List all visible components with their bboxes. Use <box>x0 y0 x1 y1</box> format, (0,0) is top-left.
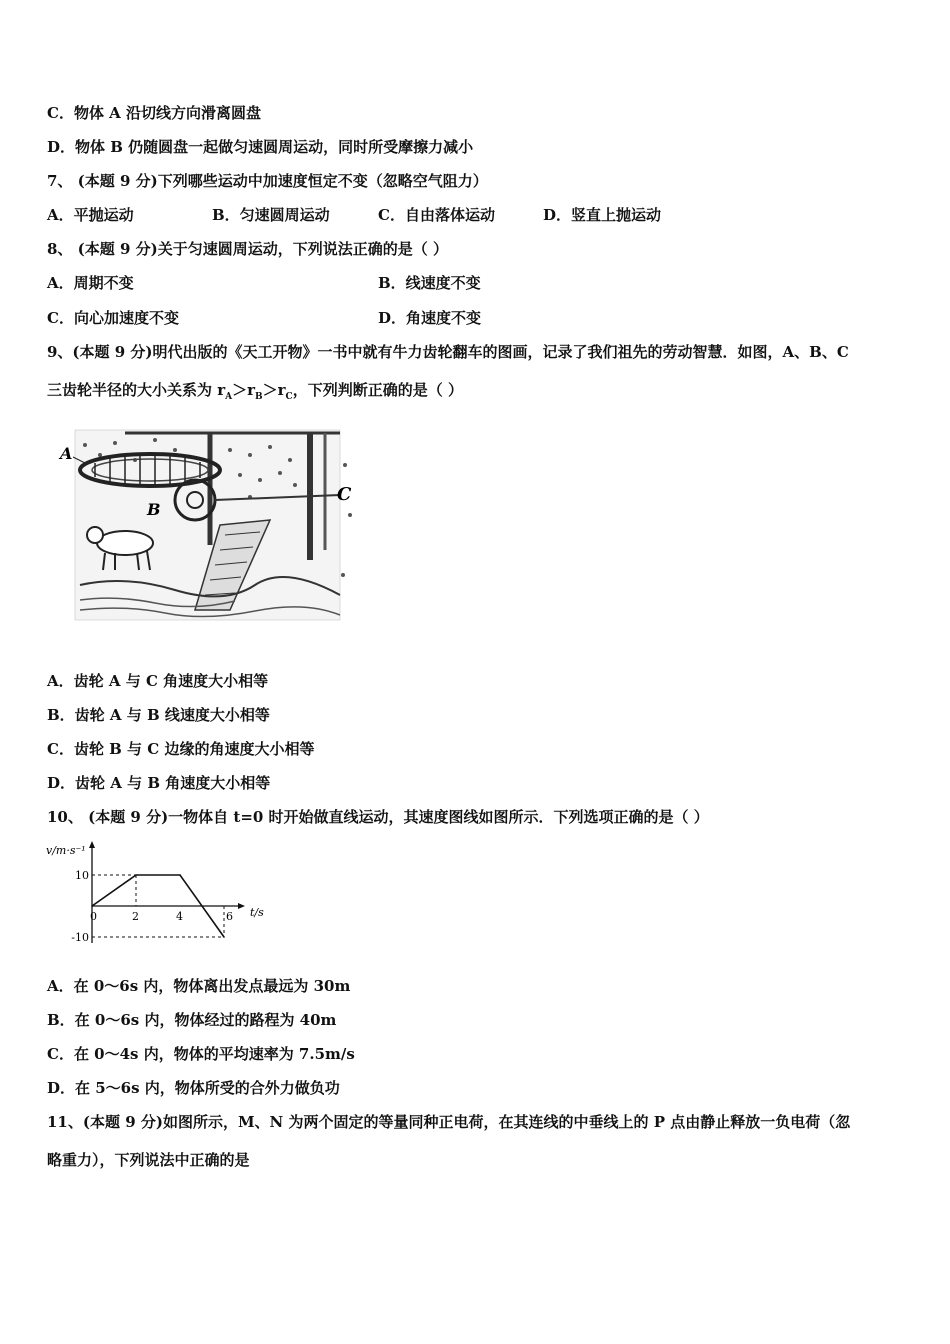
q8-option-c: C．向心加速度不变 <box>47 309 179 327</box>
y-axis-arrow <box>89 841 95 848</box>
q10-stem: 10、 (本题 9 分)一物体自 t=0 时开始做直线运动，其速度图线如图所示．下列选项正确的是（ ） <box>47 808 709 826</box>
y-tick-label: -10 <box>71 931 89 944</box>
q11-stem-line2: 略重力），下列说法中正确的是 <box>47 1151 250 1169</box>
x-tick-label: 6 <box>226 910 233 923</box>
q6-option-d: D．物体 B 仍随圆盘一起做匀速圆周运动，同时所受摩擦力减小 <box>47 138 474 156</box>
y-axis-label: v/m·s⁻¹ <box>46 844 86 857</box>
x-axis-label: t/s <box>250 906 264 919</box>
x-tick-label: 2 <box>132 910 139 923</box>
velocity-time-chart <box>44 838 274 950</box>
q7-option-d: D．竖直上抛运动 <box>543 206 662 224</box>
x-axis-arrow <box>238 903 245 909</box>
q8-option-a: A．周期不变 <box>47 274 134 292</box>
q10-option-a: A．在 0～6s 内，物体离出发点最远为 30m <box>47 977 351 995</box>
gear-waterwheel-illustration <box>55 425 365 625</box>
q7-option-b: B．匀速圆周运动 <box>212 206 330 224</box>
q9-stem-line2: 三齿轮半径的大小关系为 $r_A>r_B>r_C$，下列判断正确的是（ ） <box>47 381 463 402</box>
q9-option-a: A．齿轮 A 与 C 角速度大小相等 <box>47 672 269 690</box>
q6-option-c: C．物体 A 沿切线方向滑离圆盘 <box>47 104 262 122</box>
q8-option-d: D．角速度不变 <box>378 309 482 327</box>
x-tick-label: 0 <box>90 910 97 923</box>
q7-stem: 7、 (本题 9 分)下列哪些运动中加速度恒定不变（忽略空气阻力） <box>47 172 488 190</box>
fig-label-c: C <box>337 484 352 505</box>
q11-stem-line1: 11、(本题 9 分)如图所示，M、N 为两个固定的等量同种正电荷，在其连线的中垂线上的 P 点由静止释放一负电荷（忽 <box>47 1113 851 1131</box>
q10-option-d: D．在 5～6s 内，物体所受的合外力做负功 <box>47 1079 340 1097</box>
q8-stem: 8、 (本题 9 分)关于匀速圆周运动，下列说法正确的是（ ） <box>47 240 448 258</box>
data-point <box>179 874 181 876</box>
q9-option-d: D．齿轮 A 与 B 角速度大小相等 <box>47 774 271 792</box>
fig-label-a: A <box>60 444 73 463</box>
data-point <box>135 874 137 876</box>
x-tick-label: 4 <box>176 910 183 923</box>
q8-option-b: B．线速度不变 <box>378 274 481 292</box>
q7-option-a: A．平抛运动 <box>47 206 134 224</box>
q10-option-b: B．在 0～6s 内，物体经过的路程为 40m <box>47 1011 337 1029</box>
q7-option-c: C．自由落体运动 <box>378 206 495 224</box>
data-point <box>91 905 93 907</box>
data-point <box>223 936 225 938</box>
y-tick-label: 10 <box>75 869 89 882</box>
q9-option-b: B．齿轮 A 与 B 线速度大小相等 <box>47 706 270 724</box>
q9-stem-line1: 9、(本题 9 分)明代出版的《天工开物》一书中就有牛力齿轮翻车的图画，记录了我们祖先的劳动智慧．如图，A、B、C <box>47 343 849 361</box>
q10-option-c: C．在 0～4s 内，物体的平均速率为 7.5m/s <box>47 1045 355 1063</box>
fig-label-b: B <box>147 500 161 519</box>
q9-option-c: C．齿轮 B 与 C 边缘的角速度大小相等 <box>47 740 315 758</box>
